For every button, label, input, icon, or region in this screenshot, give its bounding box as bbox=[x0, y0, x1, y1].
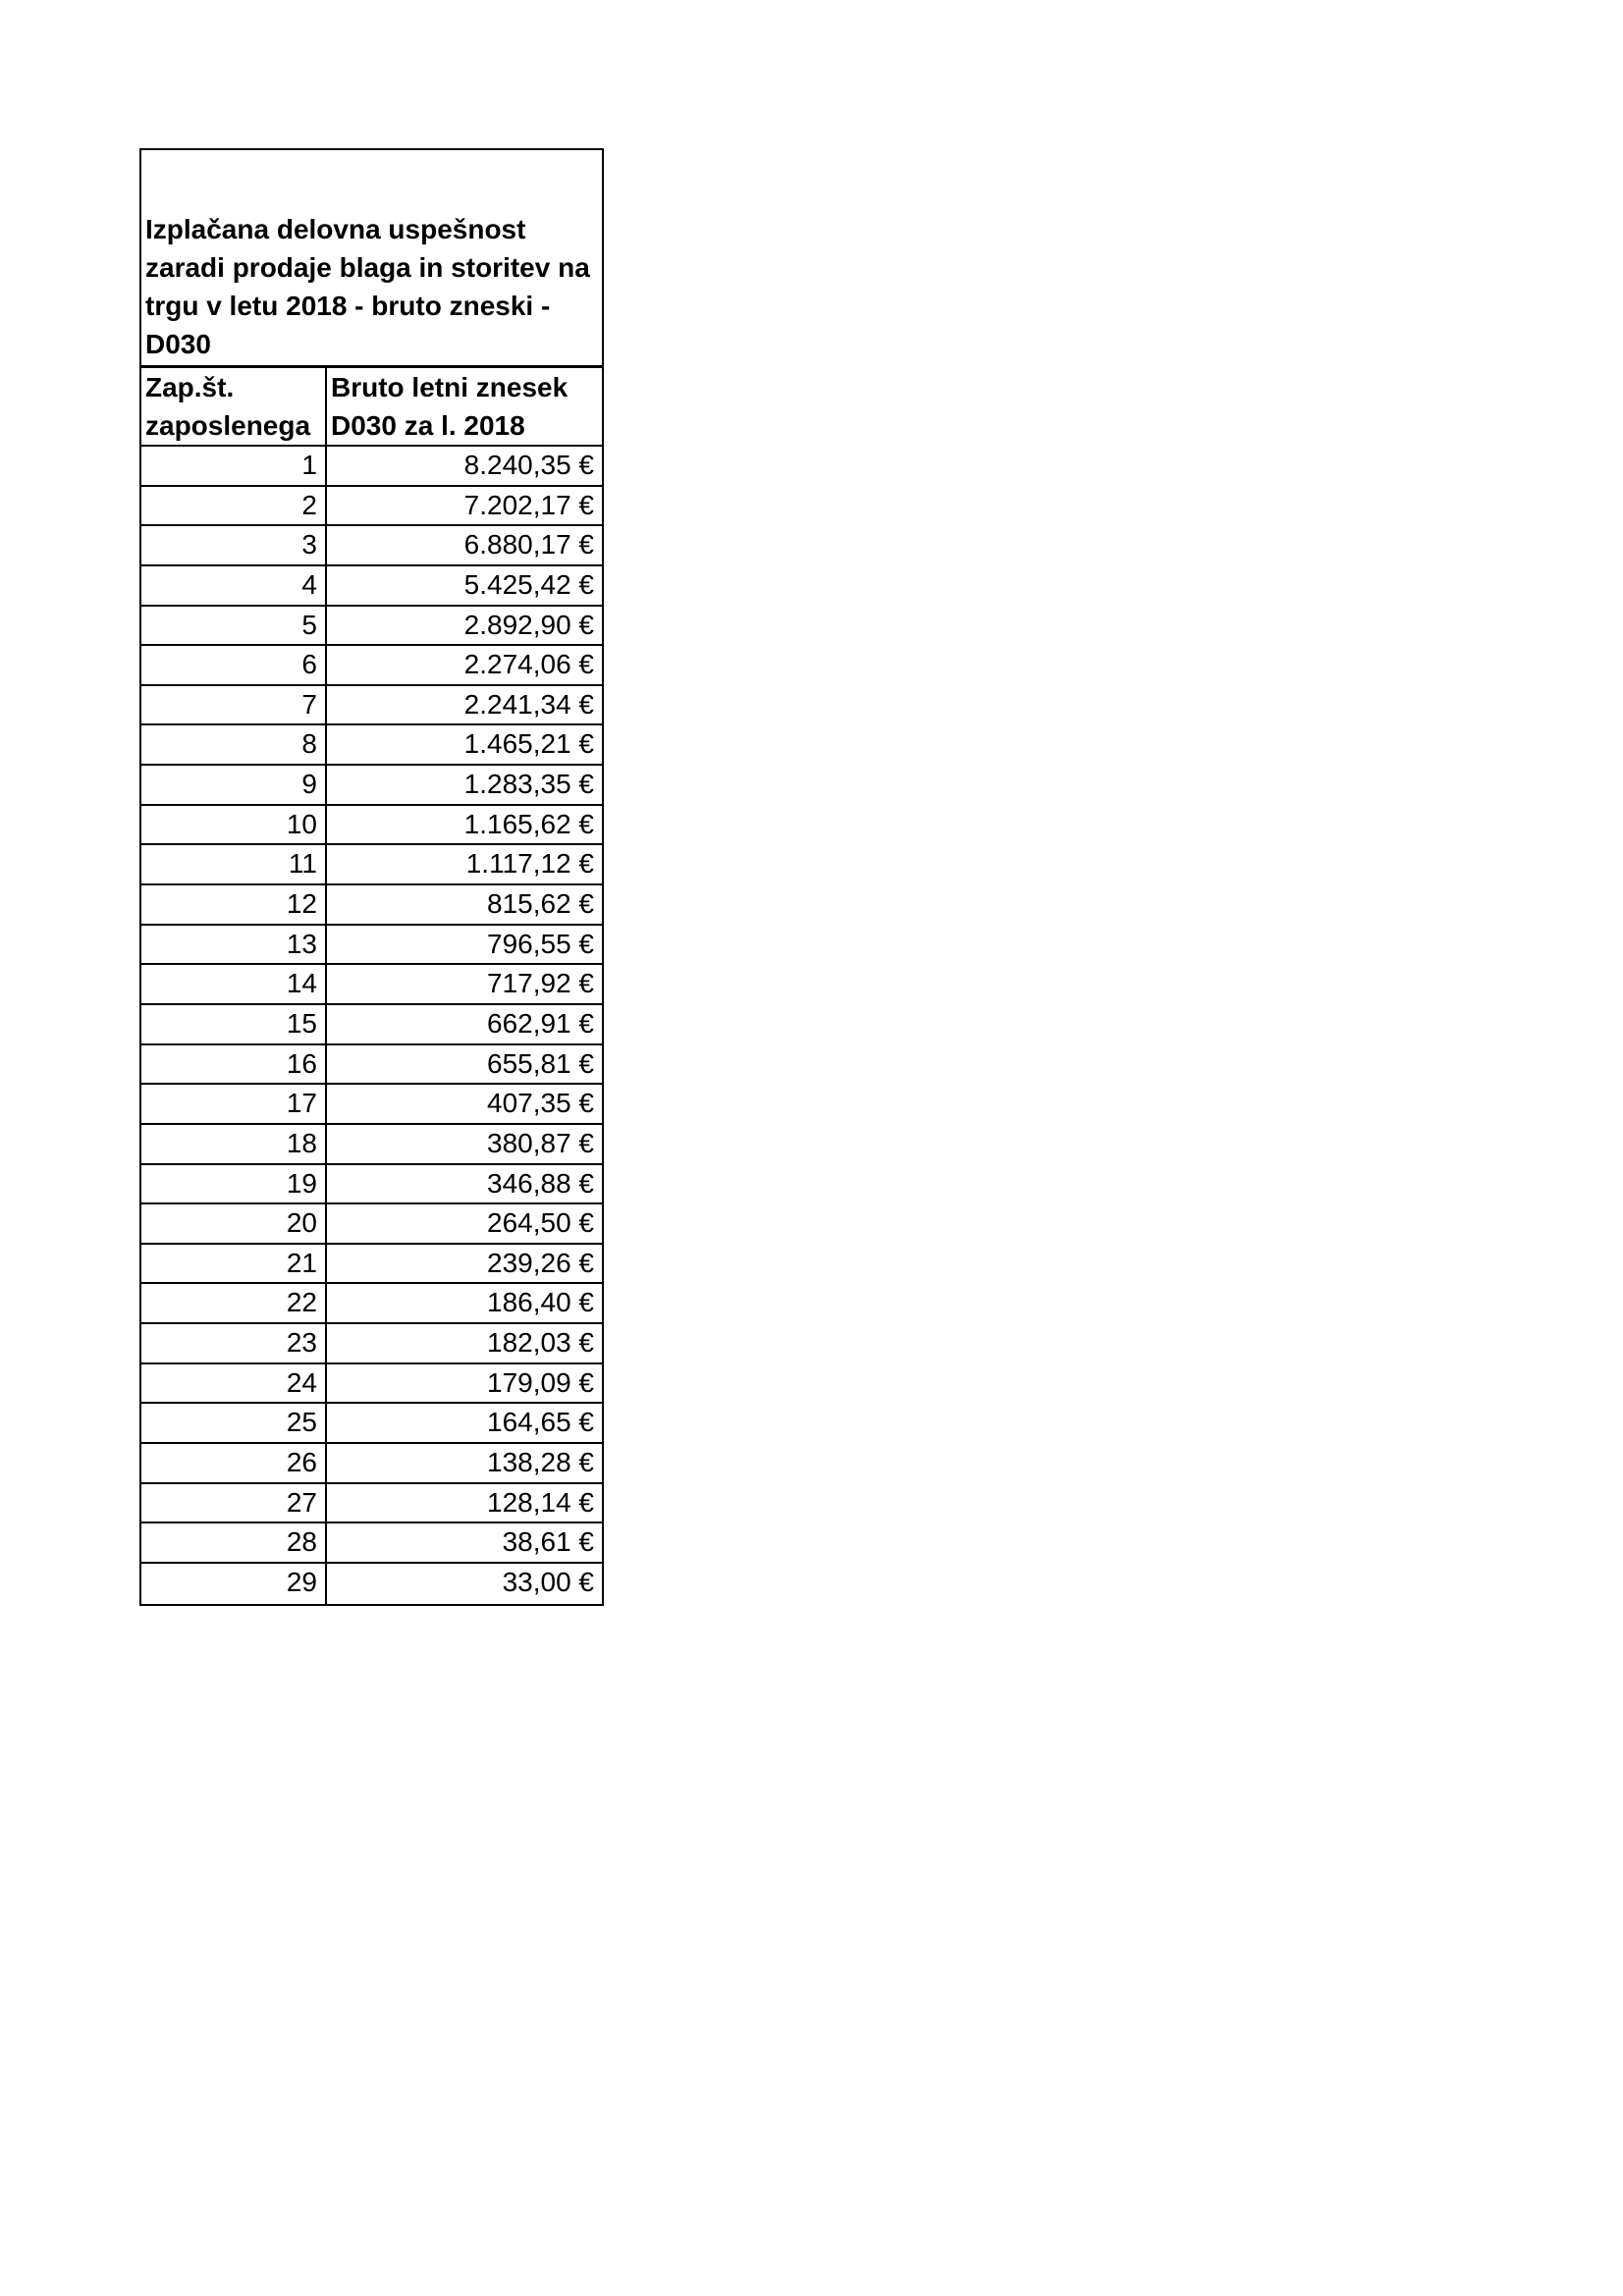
employee-number-cell: 15 bbox=[141, 1005, 327, 1043]
employee-number-cell: 10 bbox=[141, 806, 327, 844]
table-row bbox=[141, 1245, 602, 1285]
gross-amount-cell: 407,35 € bbox=[487, 1088, 594, 1119]
table-body bbox=[141, 447, 602, 1604]
gross-amount-cell: 346,88 € bbox=[487, 1167, 594, 1199]
gross-amount-cell: 2.274,06 € bbox=[463, 649, 594, 680]
table-row bbox=[141, 1324, 602, 1364]
employee-number-cell: 27 bbox=[141, 1484, 327, 1522]
table-header-row bbox=[141, 368, 602, 447]
gross-amount-cell: 1.283,35 € bbox=[463, 769, 594, 800]
gross-amount-cell: 5.425,42 € bbox=[463, 568, 594, 600]
gross-amount-cell: 164,65 € bbox=[487, 1407, 594, 1438]
gross-amount-cell: 815,62 € bbox=[487, 888, 594, 920]
table-row bbox=[141, 1284, 602, 1324]
employee-number-cell: 16 bbox=[141, 1045, 327, 1084]
gross-amount-cell: 2.241,34 € bbox=[463, 688, 594, 720]
employee-number-cell: 11 bbox=[141, 845, 327, 883]
employee-number-cell: 25 bbox=[141, 1404, 327, 1442]
gross-amount-cell: 128,14 € bbox=[487, 1486, 594, 1518]
employee-number-cell: 3 bbox=[141, 526, 327, 564]
table-row bbox=[141, 1165, 602, 1205]
employee-number-cell: 5 bbox=[141, 607, 327, 645]
table-row bbox=[141, 1204, 602, 1245]
employee-number-cell: 22 bbox=[141, 1284, 327, 1322]
employee-number-cell: 28 bbox=[141, 1523, 327, 1562]
employee-number-cell: 8 bbox=[141, 725, 327, 764]
gross-amount-cell: 264,50 € bbox=[487, 1207, 594, 1239]
employee-number-cell: 14 bbox=[141, 965, 327, 1003]
table-row bbox=[141, 926, 602, 966]
gross-amount-cell: 655,81 € bbox=[487, 1047, 594, 1079]
employee-number-cell: 9 bbox=[141, 766, 327, 804]
gross-amount-cell: 7.202,17 € bbox=[463, 489, 594, 520]
table-row bbox=[141, 1045, 602, 1086]
gross-amount-cell: 179,09 € bbox=[487, 1366, 594, 1398]
employee-number-cell: 6 bbox=[141, 646, 327, 684]
gross-amount-cell: 8.240,35 € bbox=[463, 450, 594, 480]
table-row bbox=[141, 806, 602, 846]
gross-amount-cell: 717,92 € bbox=[487, 968, 594, 999]
employee-number-cell: 4 bbox=[141, 566, 327, 605]
table-row bbox=[141, 686, 602, 726]
gross-amount-cell: 186,40 € bbox=[487, 1287, 594, 1318]
gross-amount-cell: 1.165,62 € bbox=[463, 808, 594, 839]
table-row bbox=[141, 1523, 602, 1564]
gross-amount-cell: 1.117,12 € bbox=[465, 848, 594, 880]
employee-number-cell: 12 bbox=[141, 885, 327, 924]
table-row bbox=[141, 1125, 602, 1165]
table-row bbox=[141, 566, 602, 607]
gross-amount-cell: 2.892,90 € bbox=[463, 609, 594, 640]
table-title: Izplačana delovna uspešnost zaradi prodaje blaga in storitev na trgu v letu 2018 - bruto zneski - D030 bbox=[145, 214, 590, 359]
table-row bbox=[141, 1404, 602, 1444]
table-row bbox=[141, 725, 602, 766]
gross-amount-cell: 33,00 € bbox=[502, 1566, 594, 1597]
employee-number-cell: 24 bbox=[141, 1364, 327, 1403]
table-row bbox=[141, 1444, 602, 1484]
data-table bbox=[139, 148, 604, 1606]
employee-number-cell: 18 bbox=[141, 1125, 327, 1163]
gross-amount-cell: 138,28 € bbox=[487, 1447, 594, 1478]
employee-number-cell: 17 bbox=[141, 1085, 327, 1123]
employee-number-cell: 19 bbox=[141, 1165, 327, 1203]
gross-amount-cell: 796,55 € bbox=[487, 928, 594, 959]
table-row bbox=[141, 447, 602, 487]
table-row bbox=[141, 607, 602, 647]
gross-amount-cell: 6.880,17 € bbox=[463, 529, 594, 561]
gross-amount-cell: 182,03 € bbox=[487, 1327, 594, 1359]
table-row bbox=[141, 646, 602, 686]
employee-number-cell: 26 bbox=[141, 1444, 327, 1482]
column-header-employee-number: Zap.št. zaposlenega bbox=[141, 368, 327, 445]
employee-number-cell: 29 bbox=[141, 1564, 327, 1604]
table-row bbox=[141, 845, 602, 885]
employee-number-cell: 20 bbox=[141, 1204, 327, 1243]
employee-number-cell: 7 bbox=[141, 686, 327, 724]
gross-amount-cell: 662,91 € bbox=[487, 1007, 594, 1039]
gross-amount-cell: 38,61 € bbox=[502, 1526, 594, 1558]
employee-number-cell: 21 bbox=[141, 1245, 327, 1283]
gross-amount-cell: 1.465,21 € bbox=[463, 728, 594, 760]
table-row bbox=[141, 487, 602, 527]
employee-number-cell: 1 bbox=[141, 447, 327, 485]
table-row bbox=[141, 1484, 602, 1524]
table-row bbox=[141, 1364, 602, 1405]
employee-number-cell: 23 bbox=[141, 1324, 327, 1362]
gross-amount-cell: 380,87 € bbox=[487, 1127, 594, 1158]
table-row bbox=[141, 965, 602, 1005]
employee-number-cell: 2 bbox=[141, 487, 327, 525]
table-row bbox=[141, 885, 602, 926]
table-row bbox=[141, 526, 602, 566]
table-row bbox=[141, 766, 602, 806]
gross-amount-cell: 239,26 € bbox=[487, 1247, 594, 1278]
employee-number-cell: 13 bbox=[141, 926, 327, 964]
column-header-gross-amount: Bruto letni znesek D030 za l. 2018 bbox=[331, 372, 568, 441]
table-row bbox=[141, 1005, 602, 1045]
table-row bbox=[141, 1085, 602, 1125]
table-row bbox=[141, 1564, 602, 1604]
table-title-cell bbox=[141, 150, 602, 368]
